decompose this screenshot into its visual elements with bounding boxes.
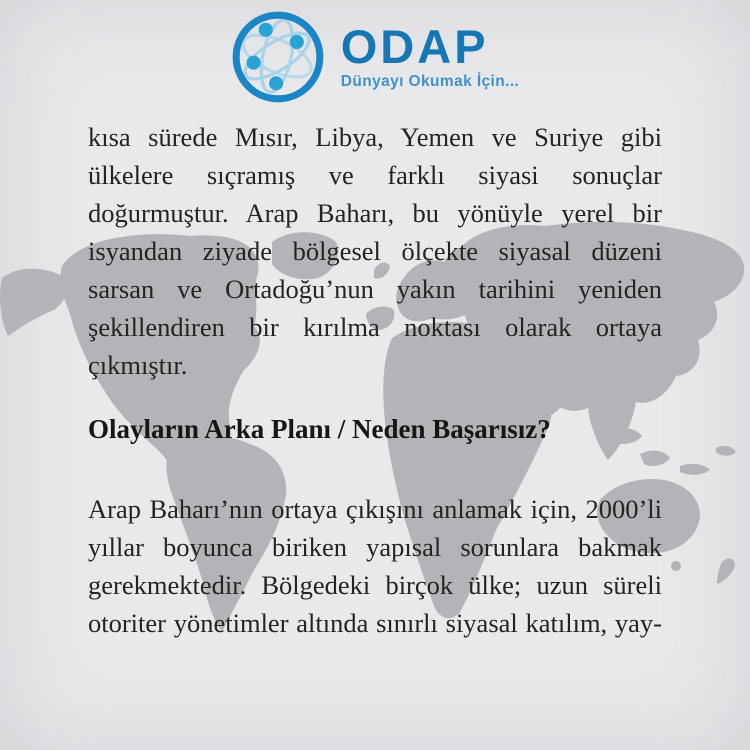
logo-tagline: Dünyayı Okumak İçin... xyxy=(340,72,520,90)
paragraph-line: ülkelere sıçramış ve farklı siyasi sonuçlar xyxy=(88,160,662,190)
logo-title: ODAP xyxy=(340,19,489,73)
paragraph-line: şekillendiren bir kırılma noktası olarak ortaya xyxy=(88,312,662,342)
odap-logo xyxy=(88,8,662,106)
paragraph-line: Arap Baharı’nın ortaya çıkışını anlamak için, 2000’li xyxy=(88,494,662,524)
paragraph-line: isyandan ziyade bölgesel ölçekte siyasal düzeni xyxy=(88,236,662,266)
paragraph-line: otoriter yönetimler altında sınırlı siyasal katılım, yay- xyxy=(88,608,662,638)
paragraph-line: gerekmektedir. Bölgedeki birçok ülke; uzun süreli xyxy=(88,570,662,600)
paragraph-line: kısa sürede Mısır, Libya, Yemen ve Suriye gibi xyxy=(88,122,662,152)
paragraph-line: çıkmıştır. xyxy=(88,350,188,380)
paragraph-2 xyxy=(88,490,662,642)
paragraph-line: yıllar boyunca biriken yapısal sorunlara bakmak xyxy=(88,532,662,562)
paragraph-line: doğurmuştur. Arap Baharı, bu yönüyle yerel bir xyxy=(88,198,662,228)
globe-network-icon xyxy=(231,10,325,104)
section-heading: Olayların Arka Planı / Neden Başarısız? xyxy=(88,414,551,444)
logo-text-block xyxy=(340,19,520,92)
paragraph-1 xyxy=(88,118,662,384)
paragraph-line: sarsan ve Ortadoğu’nun yakın tarihini yeniden xyxy=(88,274,662,304)
